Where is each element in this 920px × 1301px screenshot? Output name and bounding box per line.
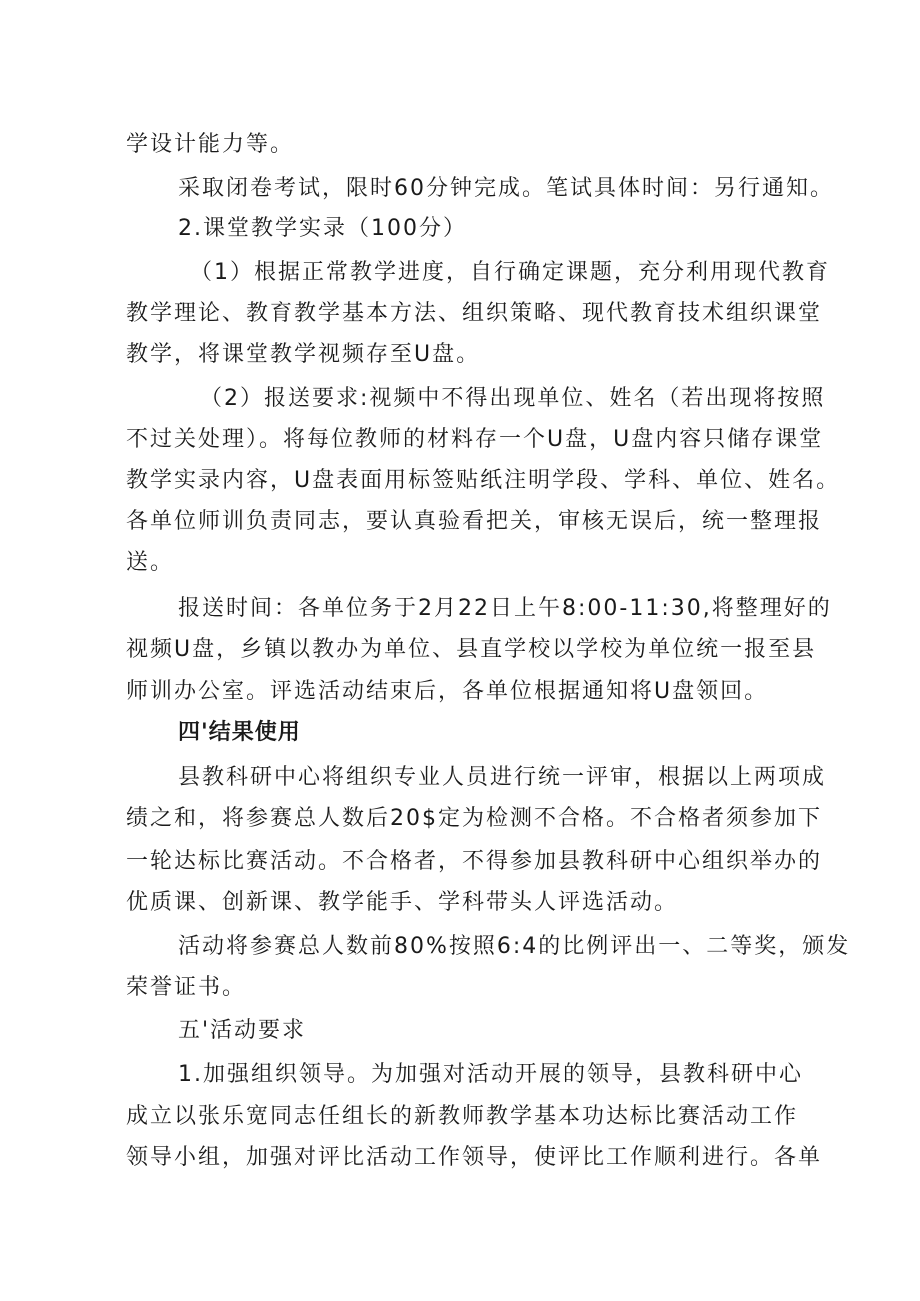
text-line: 教学，将课堂教学视频存至U盘。 xyxy=(126,342,481,367)
text-line: 活动将参赛总人数前80%按照6:4的比例评出一、二等奖，颁发 xyxy=(178,934,851,959)
text-line: 县教科研中心将组织专业人员进行统一评审，根据以上两项成 xyxy=(178,765,827,790)
text-line: 不过关处理）。将每位教师的材料存一个U盘，U盘内容只储存课堂 xyxy=(126,427,824,452)
text-line: 学设计能力等。 xyxy=(126,132,295,157)
section-heading: 五'活动要求 xyxy=(178,1018,307,1043)
section-heading: 四'结果使用 xyxy=(178,720,301,745)
text-line: 送。 xyxy=(126,550,175,575)
text-line: 师训办公室。评选活动结束后，各单位根据通知将U盘领回。 xyxy=(126,679,769,704)
text-line: 各单位师训负责同志，要认真验看把关，审核无误后，统一整理报 xyxy=(126,509,823,534)
text-line: 报送时间：各单位务于2月22日上午8:00-11:30,将整理好的 xyxy=(178,596,832,621)
text-line: 荣誉证书。 xyxy=(126,975,247,1000)
text-line: 采取闭卷考试，限时60分钟完成。笔试具体时间：另行通知。 xyxy=(178,176,834,201)
text-line: 教学理论、教育教学基本方法、组织策略、现代教育技术组织课堂 xyxy=(126,301,823,326)
text-line: 视频U盘，乡镇以教办为单位、县直学校以学校为单位统一报至县 xyxy=(126,637,817,662)
text-line: 绩之和，将参赛总人数后20$定为检测不合格。不合格者须参加下 xyxy=(126,806,822,831)
text-line: 教学实录内容，U盘表面用标签贴纸注明学段、学科、单位、姓名。 xyxy=(126,468,841,493)
text-line: 一轮达标比赛活动。不合格者，不得参加县教科研中心组织举办的 xyxy=(126,849,823,874)
text-line: 成立以张乐宽同志任组长的新教师教学基本功达标比赛活动工作 xyxy=(126,1104,799,1129)
text-line: 1.加强组织领导。为加强对活动开展的领导，县教科研中心 xyxy=(178,1062,803,1087)
text-line: （1）根据正常教学进度，自行确定课题，充分利用现代教育 xyxy=(190,260,830,285)
text-line: 领导小组，加强对评比活动工作领导，使评比工作顺利进行。各单 xyxy=(126,1145,823,1170)
text-line: （2）报送要求:视频中不得出现单位、姓名（若出现将按照 xyxy=(200,386,826,411)
text-line: 优质课、创新课、教学能手、学科带头人评选活动。 xyxy=(126,890,679,915)
section-heading: 2.课堂教学实录（100分） xyxy=(178,216,467,241)
